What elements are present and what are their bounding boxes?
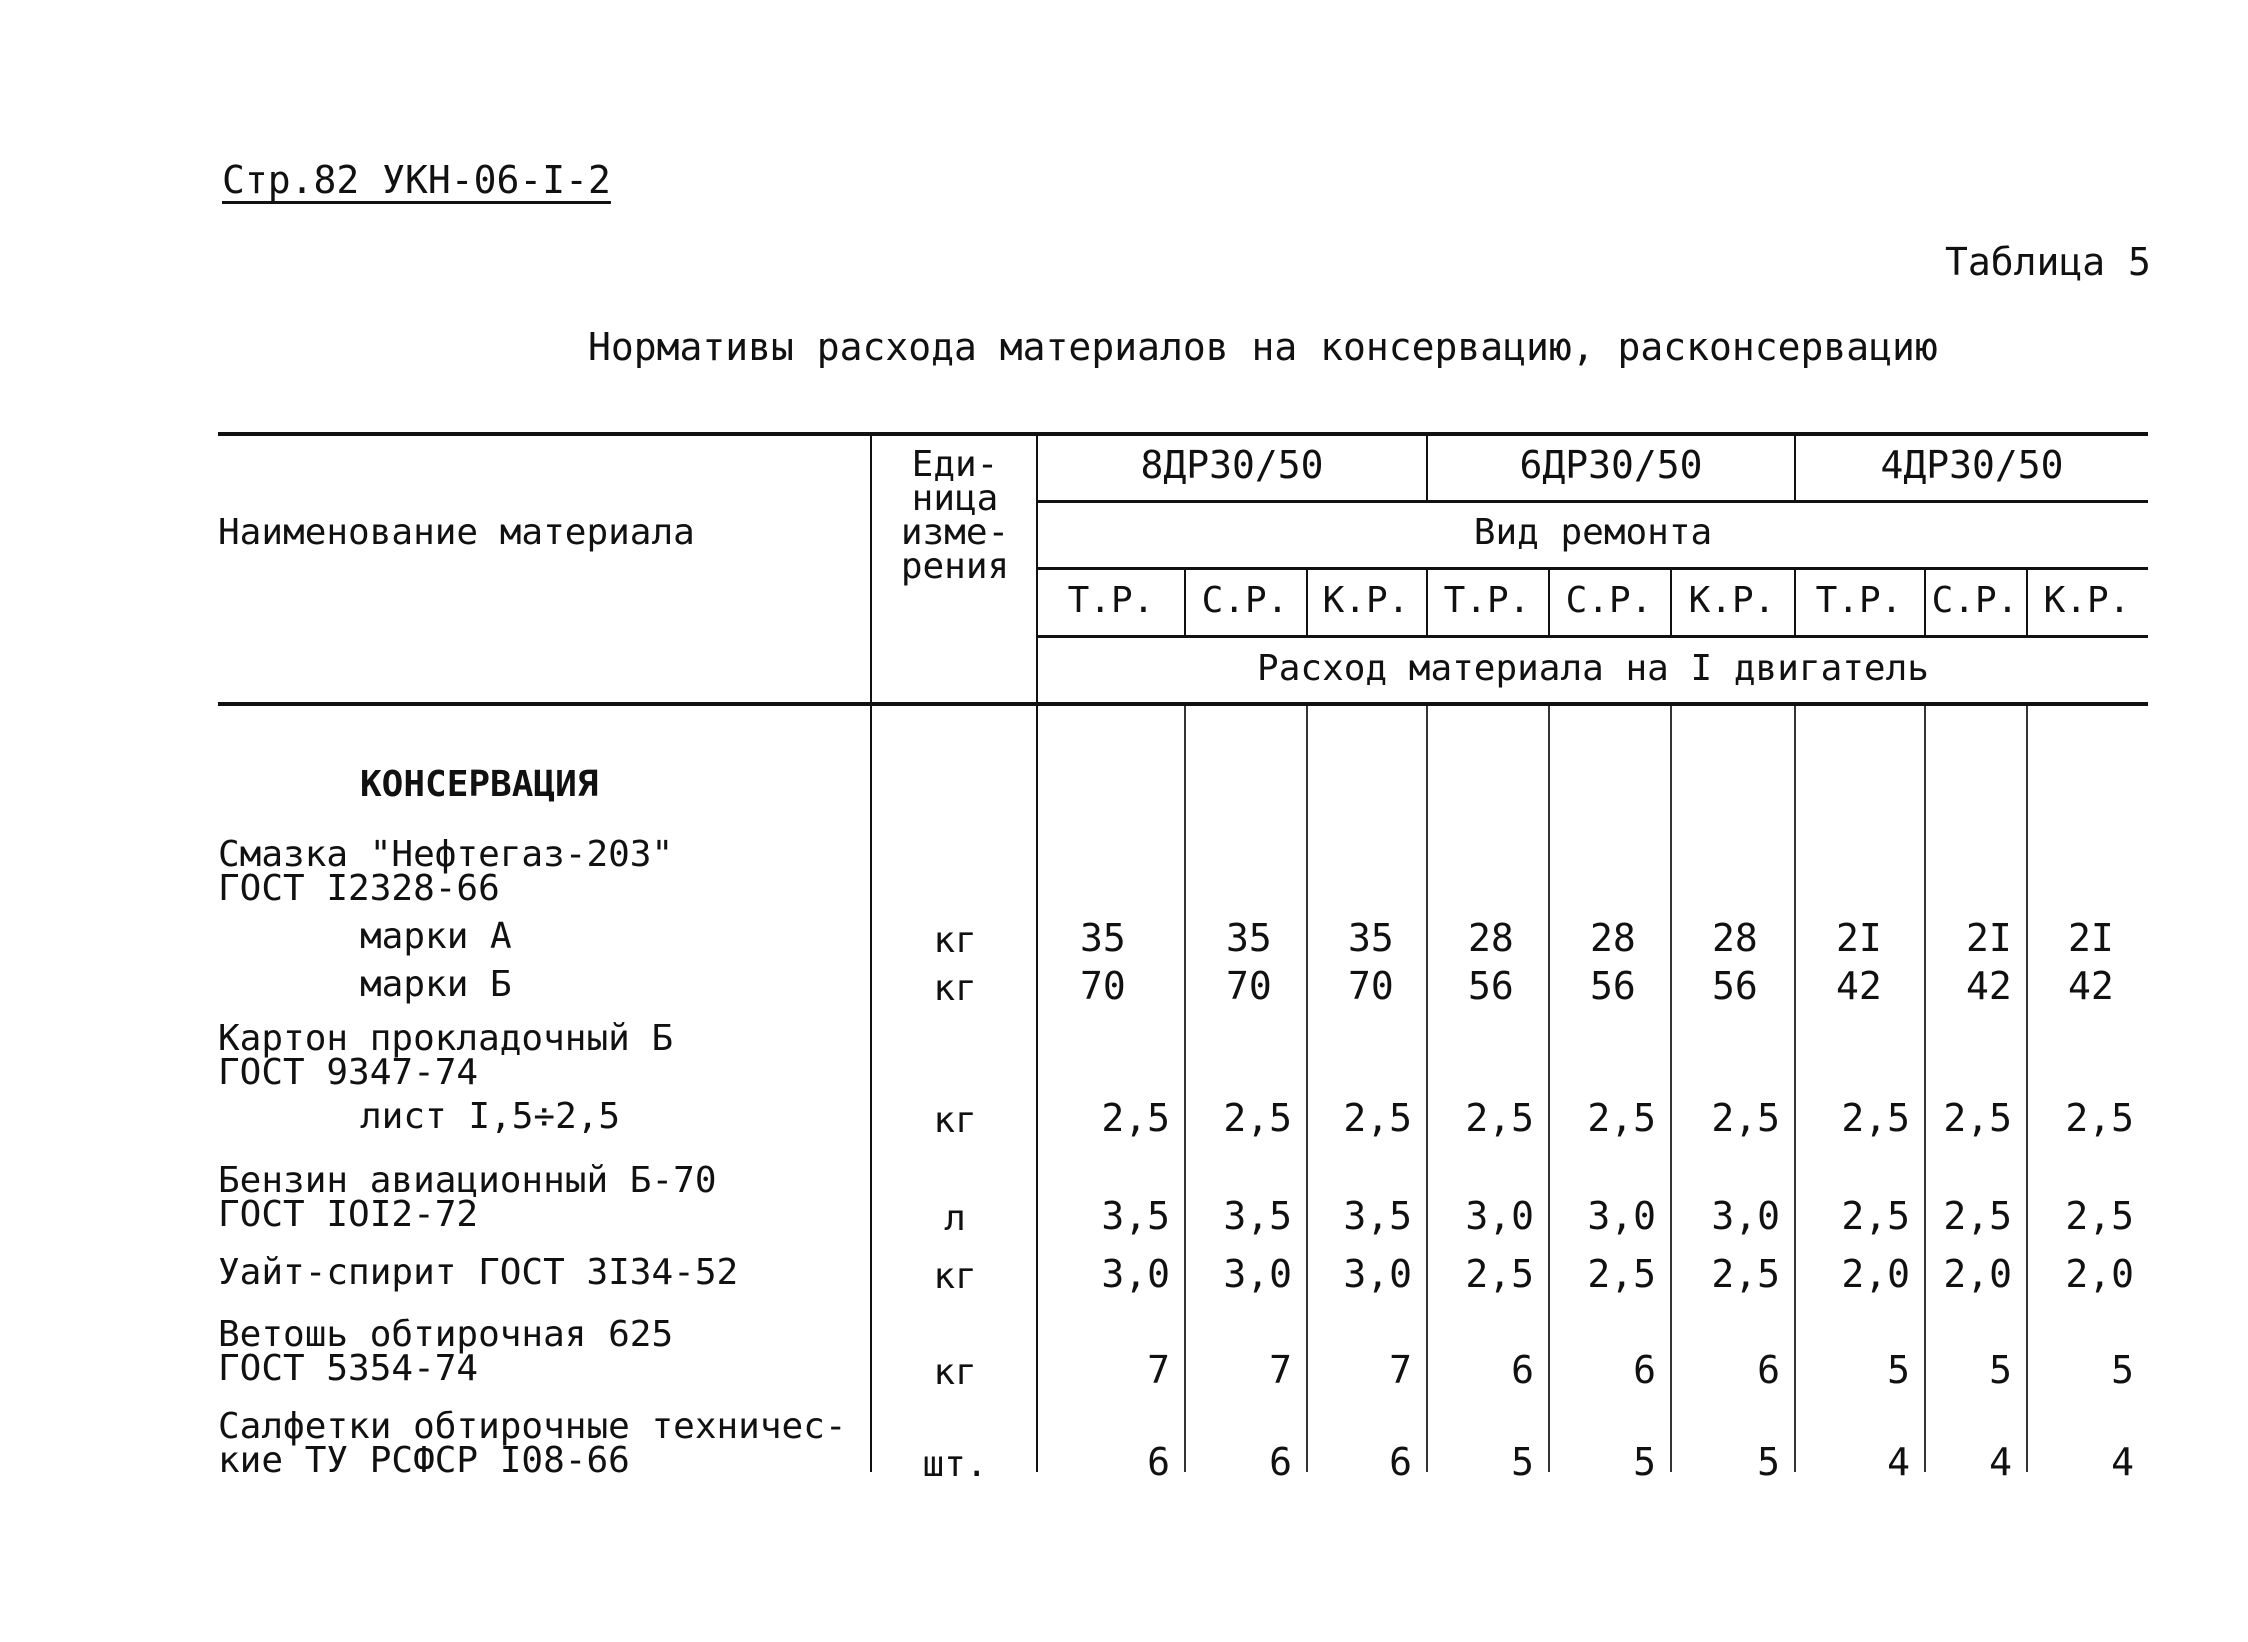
value-cell: 2,5 [1223,1096,1292,1140]
value-cell: 3,0 [1343,1252,1412,1296]
material-name: ГОСТ IOI2-72 [218,1194,479,1235]
engine-row-rule [1038,500,2148,503]
value-cell: 4 [1989,1440,2012,1484]
value-cell: 6 [1269,1440,1292,1484]
value-cell: 2,5 [1841,1194,1910,1238]
value-cell: 3,0 [1465,1194,1534,1238]
value-cell: 70 [1348,964,1394,1008]
value-cell: 42 [2068,964,2114,1008]
material-name: ГОСТ I2328-66 [218,868,500,909]
unit-cell: кг [933,1100,977,1141]
value-cell: 6 [1757,1348,1780,1392]
value-cell: 2,5 [1943,1194,2012,1238]
page-reference: Стр.82 УКН-06-I-2 [222,158,611,202]
value-cell: 3,0 [1711,1194,1780,1238]
value-cell: 2,5 [1841,1096,1910,1140]
material-name: ГОСТ 5354-74 [218,1348,479,1389]
value-cell: 35 [1348,916,1394,960]
material-name: лист I,5÷2,5 [360,1096,621,1137]
unit-cell: кг [933,1352,977,1393]
header-bottom-rule [218,702,2148,706]
value-cell: 2,0 [1841,1252,1910,1296]
document-title: Нормативы расхода материалов на консервацию, расконсервацию [588,325,1938,369]
value-cell: 2,5 [1465,1096,1534,1140]
repair-header: Т.Р. [1067,580,1155,621]
repair-header: С.Р. [1931,580,2019,621]
repair-header: Т.Р. [1443,580,1531,621]
value-cell: 35 [1226,916,1272,960]
repair-type-rule [1038,567,2148,570]
value-cell: 2I [2068,916,2114,960]
repair-header: Т.Р. [1815,580,1903,621]
unit-cell: кг [933,1256,977,1297]
value-cell: 70 [1080,964,1126,1008]
value-cell: 5 [1633,1440,1656,1484]
value-cell: 2,5 [2065,1194,2134,1238]
value-cell: 42 [1966,964,2012,1008]
value-cell: 3,0 [1223,1252,1292,1296]
value-cell: 42 [1836,964,1882,1008]
value-cell: 7 [1269,1348,1292,1392]
value-cell: 5 [1887,1348,1910,1392]
unit-cell: кг [933,920,977,961]
material-name: марки А [360,916,512,957]
table-number: Таблица 5 [1945,240,2151,284]
material-name: марки Б [360,964,512,1005]
value-cell: 2,5 [1711,1252,1780,1296]
value-cell: 6 [1147,1440,1170,1484]
repair-header: К.Р. [2043,580,2131,621]
value-cell: 2,5 [2065,1096,2134,1140]
value-cell: 2,5 [1343,1096,1412,1140]
value-cell: 2,5 [1587,1252,1656,1296]
material-name: ГОСТ 9347-74 [218,1052,479,1093]
unit-cell: кг [933,968,977,1009]
unit-cell: шт. [922,1444,988,1485]
value-cell: 2,5 [1587,1096,1656,1140]
value-cell: 3,0 [1587,1194,1656,1238]
material-name: Салфетки обтирочные техничес- [218,1406,847,1447]
unit-cell: л [944,1198,966,1239]
value-cell: 56 [1468,964,1514,1008]
value-cell: 56 [1712,964,1758,1008]
value-cell: 28 [1712,916,1758,960]
repair-header: С.Р. [1565,580,1653,621]
repair-row-rule [1038,635,2148,638]
value-cell: 3,0 [1101,1252,1170,1296]
value-cell: 6 [1389,1440,1412,1484]
value-cell: 2,5 [1101,1096,1170,1140]
value-cell: 70 [1226,964,1272,1008]
engine-header-4dr: 4ДР30/50 [1880,443,2064,487]
material-name: Картон прокладочный Б [218,1018,674,1059]
value-cell: 2,5 [1465,1252,1534,1296]
value-cell: 5 [1511,1440,1534,1484]
material-name-header: Наименование материала [218,512,695,553]
value-cell: 2,0 [1943,1252,2012,1296]
value-cell: 56 [1590,964,1636,1008]
material-name: Смазка "Нефтегаз-203" [218,834,674,875]
value-cell: 6 [1633,1348,1656,1392]
value-cell: 3,5 [1101,1194,1170,1238]
value-cell: 7 [1147,1348,1170,1392]
value-cell: 2,0 [2065,1252,2134,1296]
section-title-conservation: КОНСЕРВАЦИЯ [360,764,599,805]
value-cell: 4 [1887,1440,1910,1484]
value-cell: 5 [1757,1440,1780,1484]
value-cell: 2I [1966,916,2012,960]
engine-header-6dr: 6ДР30/50 [1519,443,1703,487]
material-name: кие ТУ РСФСР I08-66 [218,1440,630,1481]
material-name: Уайт-спирит ГОСТ 3I34-52 [218,1252,739,1293]
unit-header: Еди-ница изме-рения [900,444,1010,587]
material-name: Бензин авиационный Б-70 [218,1160,717,1201]
value-cell: 5 [1989,1348,2012,1392]
value-cell: 7 [1389,1348,1412,1392]
value-cell: 3,5 [1343,1194,1412,1238]
engine-header-8dr: 8ДР30/50 [1140,443,1324,487]
value-cell: 2,5 [1943,1096,2012,1140]
value-cell: 5 [2111,1348,2134,1392]
repair-header: К.Р. [1688,580,1776,621]
repair-header: С.Р. [1201,580,1289,621]
value-cell: 4 [2111,1440,2134,1484]
value-cell: 2I [1836,916,1882,960]
repair-header: К.Р. [1322,580,1410,621]
value-cell: 28 [1468,916,1514,960]
value-cell: 2,5 [1711,1096,1780,1140]
value-cell: 35 [1080,916,1126,960]
value-cell: 3,5 [1223,1194,1292,1238]
consumption-header: Расход материала на I двигатель [1257,648,1929,689]
value-cell: 6 [1511,1348,1534,1392]
value-cell: 28 [1590,916,1636,960]
material-name: Ветошь обтирочная 625 [218,1314,674,1355]
table-top-rule [218,432,2148,436]
repair-type-header: Вид ремонта [1473,512,1713,553]
